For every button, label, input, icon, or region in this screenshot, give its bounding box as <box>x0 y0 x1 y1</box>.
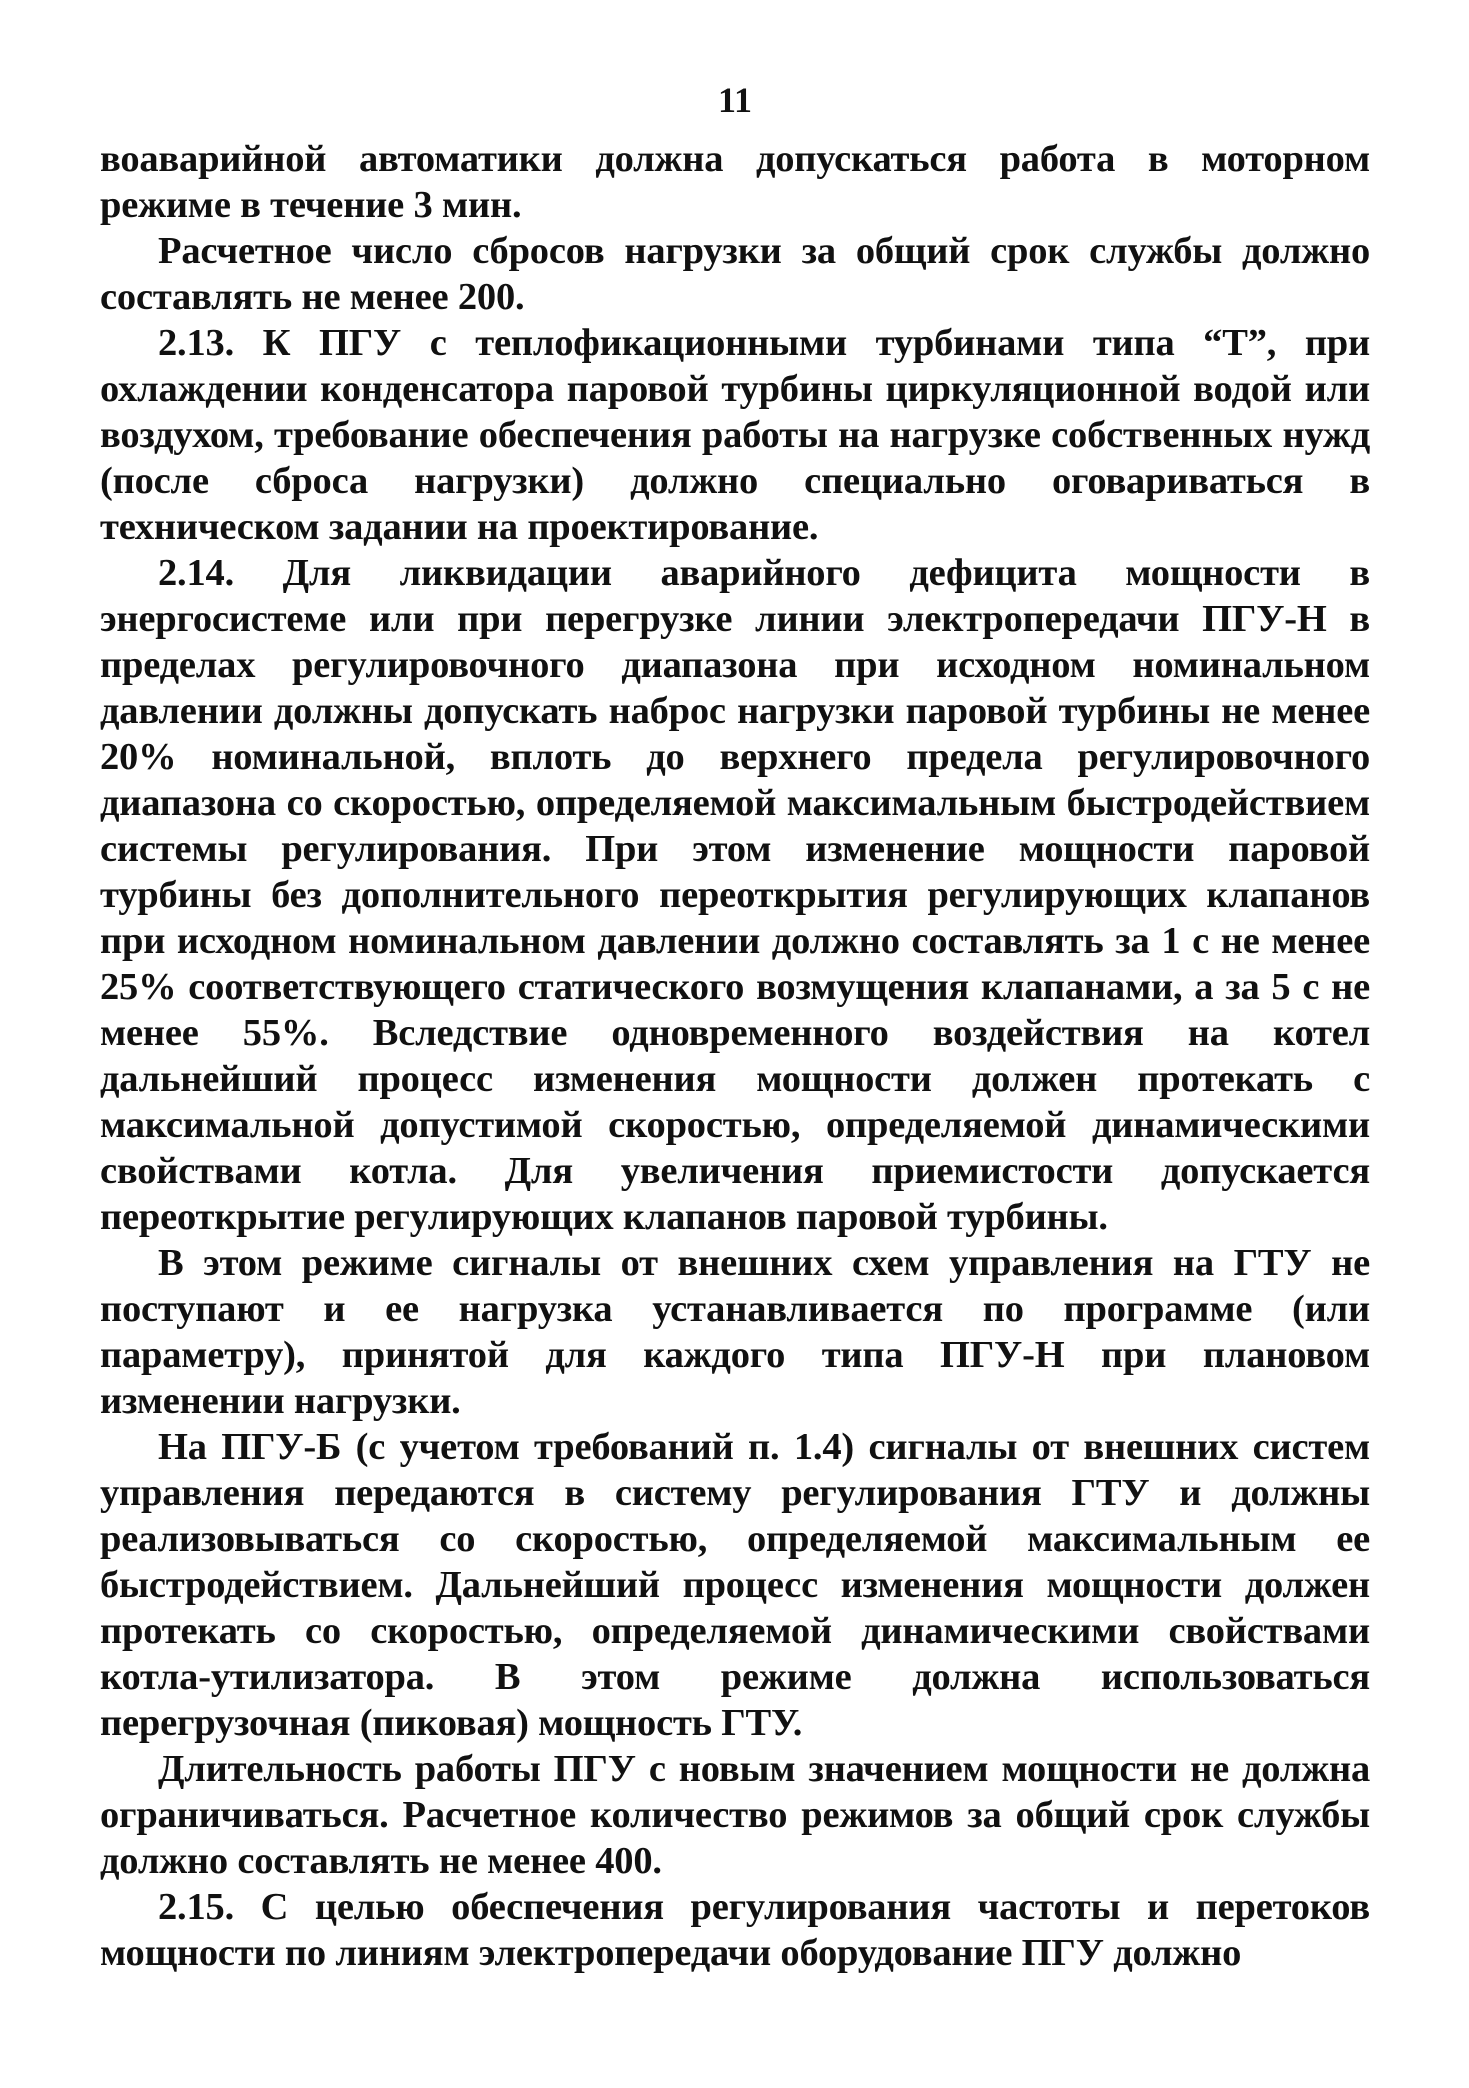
page-number: 11 <box>717 80 752 120</box>
paragraph-2-15: 2.15. С целью обеспечения регулирования частоты и перетоков мощности по линиям электропередачи оборудование ПГУ должно <box>100 1886 1370 1974</box>
paragraph-load-shedding-count: Расчетное число сбросов нагрузки за общий срок службы должно составлять не менее 200. <box>100 230 1370 318</box>
paragraph-duration: Длительность работы ПГУ с новым значением мощности не должна ограничиваться. Расчетное количество режимов за общий срок службы должно составлять не менее 400. <box>100 1748 1370 1882</box>
document-page <box>100 78 1370 1976</box>
paragraph-motor-mode: воаварийной автоматики должна допускаться работа в моторном режиме в течение 3 мин. <box>100 138 1370 226</box>
paragraph-gtu-signals: В этом режиме сигналы от внешних схем управления на ГТУ не поступают и ее нагрузка устанавливается по программе (или параметру), принятой для каждого типа ПГУ-Н при плановом изменении нагрузки. <box>100 1242 1370 1422</box>
paragraph-2-13: 2.13. К ПГУ с теплофикационными турбинами типа “Т”, при охлаждении конденсатора паровой турбины циркуляционной водой или воздухом, требование обеспечения работы на нагрузке собственных нужд (после сброса нагрузки) должно специально оговариваться в техническом задании на проектирование. <box>100 322 1370 548</box>
paragraph-2-14: 2.14. Для ликвидации аварийного дефицита мощности в энергосистеме или при перегрузке линии электропередачи ПГУ-Н в пределах регулировочного диапазона при исходном номинальном давлении должны допускать наброс нагрузки паровой турбины не менее 20% номинальной, вплоть до верхнего предела регулировочного диапазона со скоростью, определяемой максимальным быстродействием системы регулирования. При этом изменение мощности паровой турбины без дополнительного переоткрытия регулирующих клапанов при исходном номинальном давлении должно составлять за 1 с не менее 25% соответствующего статического возмущения клапанами, а за 5 с не менее 55%. Вследствие одновременного воздействия на котел дальнейший процесс изменения мощности должен протекать с максимальной допустимой скоростью, определяемой динамическими свойствами котла. Для увеличения приемистости допускается переоткрытие регулирующих клапанов паровой турбины. <box>100 552 1370 1238</box>
paragraph-pgu-b: На ПГУ-Б (с учетом требований п. 1.4) сигналы от внешних систем управления передаются в систему регулирования ГТУ и должны реализовываться со скоростью, определяемой максимальным ее быстродействием. Дальнейший процесс изменения мощности должен протекать со скоростью, определяемой динамическими свойствами котла-утилизатора. В этом режиме должна использоваться перегрузочная (пиковая) мощность ГТУ. <box>100 1426 1370 1744</box>
